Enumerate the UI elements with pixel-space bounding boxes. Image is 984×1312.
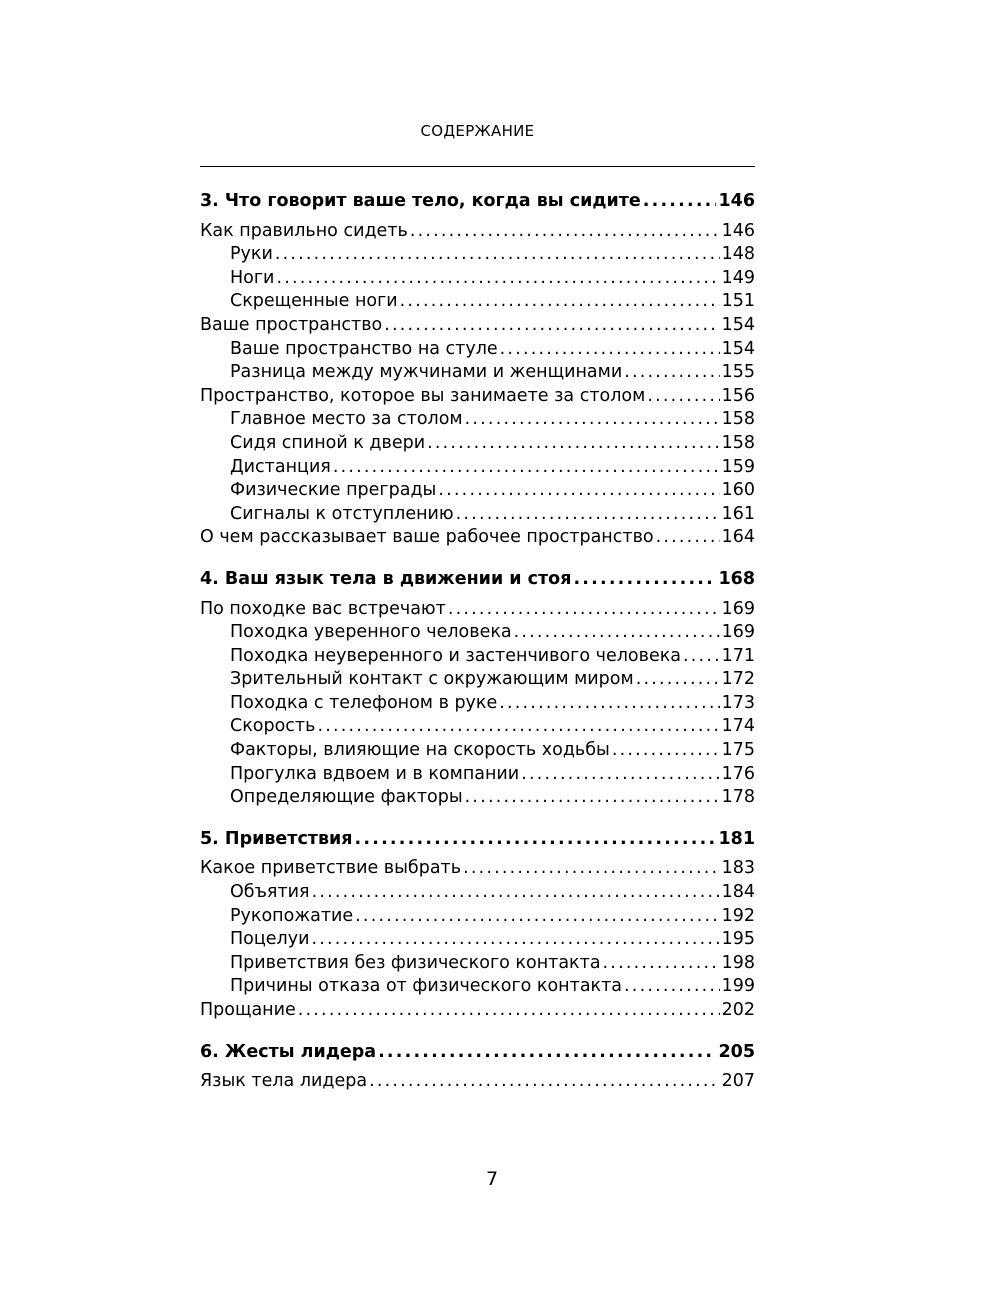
toc-entry-page: 202 [721,1000,755,1020]
toc-entry-page: 178 [721,787,755,808]
toc-entry-title: Руки [230,244,273,265]
toc-subsection [200,928,755,952]
toc-entry-page: 174 [721,716,755,737]
toc-entry-title: Язык тела лидера [200,1071,368,1092]
toc-subsection [200,715,755,739]
toc-entry-title: Походка уверенного человека [230,622,512,643]
toc-subsection [200,243,755,267]
toc-entry-title: Дистанция [230,456,331,477]
running-header: СОДЕРЖАНИЕ [420,122,535,140]
toc-entry-page: 146 [721,220,755,241]
toc-subsection [200,479,755,503]
toc-entry-page: 160 [721,480,755,501]
toc-section [200,1070,755,1094]
toc-entry-title: 5. Приветствия [200,828,353,849]
toc-subsection [200,503,755,527]
toc-entry-page: 149 [721,267,755,288]
toc-entry-title: Разница между мужчинами и женщинами [230,362,623,383]
dot-leader [333,456,720,480]
toc-entry-title: Скорость [230,716,316,737]
dot-leader [683,645,720,669]
toc-subsection [200,881,755,905]
toc-entry-page: 151 [721,291,755,312]
toc-subsection [200,408,755,432]
dot-leader [456,503,720,527]
toc-entry-title: Пространство, которое вы занимаете за столом [200,385,646,406]
toc-entry-page: 184 [721,882,755,903]
dot-leader [514,621,720,645]
dot-leader [624,361,719,385]
toc-entry-title: Прощание [200,1000,296,1020]
dot-leader [427,432,719,456]
toc-entry-title: Главное место за столом [230,409,463,430]
toc-entry-title: Сигналы к отступлению [230,503,454,524]
toc-subsection [200,952,755,976]
dot-leader [311,928,719,952]
dot-leader [603,952,720,976]
toc-entry-page: 205 [718,1041,755,1062]
toc-entry-page: 199 [721,976,755,997]
dot-leader [656,526,720,550]
toc-entry-title: О чем рассказывает ваше рабочее пространство [200,527,654,548]
toc-section [200,385,755,409]
toc-entry-title: 6. Жесты лидера [200,1041,377,1062]
toc-entry-page: 195 [721,929,755,950]
dot-leader [499,692,719,716]
toc-entry-page: 169 [721,622,755,643]
toc-entry-page: 171 [721,645,755,666]
toc-entry-title: Сидя спиной к двери [230,432,426,453]
toc-entry-page: 183 [721,858,755,879]
dot-leader [410,220,720,244]
toc-subsection [200,267,755,291]
toc-entry-page: 154 [721,338,755,359]
dot-leader [643,190,717,214]
toc-entry-title: 3. Что говорит ваше тело, когда вы сидите [200,191,641,211]
toc-entry-title: Факторы, влияющие на скорость ходьбы [230,740,610,761]
page-number: 7 [485,1168,499,1190]
toc-chapter [200,1041,755,1065]
dot-leader [317,715,719,739]
dot-leader [298,999,720,1023]
toc-entry-title: Физические преграды [230,480,437,501]
toc-subsection [200,645,755,669]
dot-leader [647,385,719,409]
toc-entry-title: Прогулка вдвоем и в компании [230,763,520,784]
toc-entry-page: 181 [718,828,755,849]
dot-leader [636,668,720,692]
toc-section [200,857,755,881]
toc-chapter [200,568,755,592]
dot-leader [573,568,716,592]
dot-leader [521,763,719,787]
table-of-contents [200,190,755,1094]
toc-subsection [200,763,755,787]
toc-entry-page: 164 [721,527,755,548]
toc-entry-page: 158 [721,409,755,430]
toc-entry-title: Объятия [230,882,310,903]
dot-leader [369,1070,719,1094]
header-rule [200,166,755,167]
toc-entry-page: 172 [721,669,755,690]
toc-subsection [200,432,755,456]
toc-section [200,598,755,622]
toc-entry-title: Ваше пространство [200,314,383,335]
dot-leader [438,479,719,503]
dot-leader [612,739,720,763]
toc-entry-page: 146 [718,191,755,211]
toc-entry-title: Походка с телефоном в руке [230,692,498,713]
toc-entry-page: 156 [721,385,755,406]
toc-entry-title: По походке вас встречают [200,598,446,619]
dot-leader [312,881,720,905]
dot-leader [463,857,720,881]
toc-entry-page: 173 [721,692,755,713]
toc-entry-page: 161 [721,503,755,524]
dot-leader [275,243,720,267]
dot-leader [378,1041,716,1065]
toc-entry-page: 168 [718,568,755,589]
toc-subsection [200,905,755,929]
toc-entry-title: Рукопожатие [230,905,354,926]
toc-entry-page: 155 [721,362,755,383]
toc-entry-title: Причины отказа от физического контакта [230,976,623,997]
dot-leader [384,314,719,338]
toc-subsection [200,361,755,385]
toc-subsection [200,692,755,716]
toc-entry-title: Ноги [230,267,275,288]
dot-leader [500,338,720,362]
dot-leader [448,598,720,622]
toc-subsection [200,786,755,810]
toc-subsection [200,668,755,692]
dot-leader [355,828,717,852]
dot-leader [355,905,719,929]
toc-entry-title: Ваше пространство на стуле [230,338,498,359]
toc-section [200,220,755,244]
toc-section [200,526,755,550]
toc-subsection [200,621,755,645]
toc-entry-page: 154 [721,314,755,335]
dot-leader [465,786,720,810]
toc-entry-page: 207 [721,1071,755,1092]
toc-entry-title: Как правильно сидеть [200,220,408,241]
toc-subsection [200,338,755,362]
toc-entry-title: Зрительный контакт с окружающим миром [230,669,634,690]
toc-entry-title: Приветствия без физического контакта [230,952,601,973]
toc-entry-page: 169 [721,598,755,619]
toc-subsection [200,739,755,763]
toc-entry-title: Определяющие факторы [230,787,463,808]
toc-entry-page: 158 [721,432,755,453]
toc-subsection [200,456,755,480]
toc-entry-page: 159 [721,456,755,477]
toc-subsection [200,290,755,314]
toc-section [200,999,755,1023]
toc-subsection [200,975,755,999]
toc-entry-page: 176 [721,763,755,784]
toc-entry-page: 175 [721,740,755,761]
toc-entry-page: 148 [721,244,755,265]
toc-entry-title: Поцелуи [230,929,310,950]
dot-leader [465,408,720,432]
dot-leader [276,267,719,291]
toc-section [200,314,755,338]
toc-entry-title: Скрещенные ноги [230,291,398,312]
toc-entry-title: Какое приветствие выбрать [200,858,462,879]
toc-chapter [200,190,755,214]
dot-leader [624,975,720,999]
toc-entry-page: 192 [721,905,755,926]
toc-entry-title: 4. Ваш язык тела в движении и стоя [200,568,572,589]
toc-chapter [200,828,755,852]
toc-entry-page: 198 [721,952,755,973]
toc-entry-title: Походка неуверенного и застенчивого человека [230,645,682,666]
dot-leader [400,290,720,314]
